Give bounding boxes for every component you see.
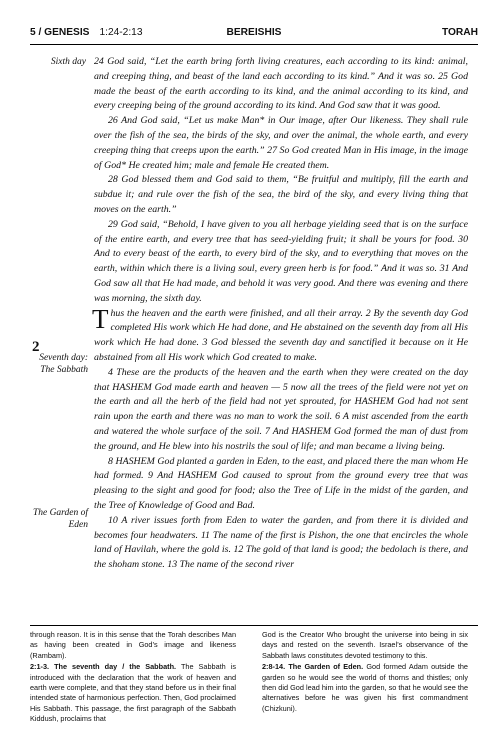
verse-paragraph-2-10: 10 A river issues forth from Eden to water the garden, and from there it is divided and becomes four headwaters. 11 The name of the first is Pishon, the one that encircles the whole land of Havilah, where the gold is. 12 The gold of that land is good; the bedolach is there, and the shoham stone. 13 The name of the second river [94,514,468,571]
margin-note-sixth-day: Sixth day [50,57,86,67]
verse-range: 1:24-2:13 [99,27,143,38]
header-rule [30,44,478,45]
footnote-column-right [262,630,468,714]
footnote-heading: 2:8-14. The Garden of Eden. [262,662,364,672]
footnote-body: God formed Adam outside the garden so he would see the world of thorns and thistles; only then did God lead him into the garden, so that he would see the alternatives before he was given his first commandment (Chizkuni). [262,662,468,713]
book-chapter-label: 5 / GENESIS [30,27,90,38]
verse-paragraph-26: 26 And God said, “Let us make Man* in Our image, after Our likeness. They shall rule over the fish of the sea, the birds of the sky, and over the animal, the whole earth, and every creeping thing that creeps upon the earth.” 27 So God created Man in His image, in the image of God* He created him; male and female He created them. [94,115,468,171]
chapter-2-opening [92,303,468,366]
chapter-number: 2 [32,339,40,355]
footnote-continuation: through reason. It is in this sense that the Torah describes Man as having been created in God’s image and likeness (Rambam). [30,630,236,660]
footnote-heading: 2:1-3. The seventh day / the Sabbath. [30,662,177,672]
main-text [94,55,468,573]
verse-paragraph-2-4: 4 These are the products of the heaven and the earth when they were created on the day that HASHEM God made earth and heaven — 5 now all the trees of the field were not yet on the earth and all the herb of the field had not yet sprouted, for HASHEM God had not sent rain upon the earth and there was no man to work the soil. 6 A mist ascended from the earth and watered the whole surface of the soil. 7 And HASHEM God formed the man of dust from the ground, and He blew into his nostrils the soul of life; and man became a living being. [94,366,468,452]
footnote-sabbath [30,662,236,724]
verse-paragraph-28: 28 God blessed them and God said to them, “Be fruitful and multiply, fill the earth and subdue it; and rule over the fish of the sea, the bird of the sky, and every living thing that moves on the earth.” [94,174,468,215]
margin-note-garden-of-eden: The Garden of Eden [32,508,88,530]
verse-paragraph-24: 24 God said, “Let the earth bring forth living creatures, each according to its kind: animal, and creeping thing, and beast of the land each according to its kind.” And it was so. 25 God made the beast of the earth according to its kind, and the animal according to its kind, and every creeping being of the ground according to its kind. And God saw that it was good. [94,56,468,112]
running-head-title: BEREISHIS [226,27,282,38]
footnote-body: The Sabbath is introduced with the declaration that the work of heaven and earth were complete, and that they stand before us in their final intended state of harmonious perfection. Then, God proclaimed His Sabbath. This passage, the first paragraph of the Sabbath Kiddush, proclaims that [30,662,236,723]
verse-paragraph-2-1: hus the heaven and the earth were finished, and all their array. 2 By the seventh day God completed His work which He had done, and He abstained on the seventh day from all His work which He had done. 3 God blessed the seventh day and sanctified it because on it He abstained from all His work which God created to make. [94,307,468,363]
drop-cap: T [92,303,109,334]
verse-paragraph-29: 29 God said, “Behold, I have given to you all herbage yielding seed that is on the surface of the entire earth, and every tree that has seed-yielding fruit; it shall be yours for food. 30 And to every beast of the earth, to every bird of the sky, and to everything that moves on the earth, within which there is a living soul, every green herb is for food.” And it was so. 31 And God saw all that He had made, and behold it was very good. And there was evening and there was morning, the sixth day. [94,218,468,304]
footnote-garden [262,662,468,713]
footnote-rule [30,625,478,626]
verse-paragraph-2-8: 8 HASHEM God planted a garden in Eden, to the east, and placed there the man whom He had formed. 9 And HASHEM God caused to sprout from the ground every tree that was pleasing to the sight and good for food; also the Tree of Life in the midst of the garden, and the Tree of Knowledge of Good and Bad. [94,455,468,511]
footnote-column-left [30,630,236,724]
running-head [30,27,478,41]
running-head-section: TORAH [441,27,478,38]
margin-note-seventh-day: Seventh day: The Sabbath [39,353,88,375]
footnote-continuation: God is the Creator Who brought the universe into being in six days and rested on the seventh. Israel’s observance of the Sabbath laws constitutes devoted testimony to this. [262,630,468,660]
